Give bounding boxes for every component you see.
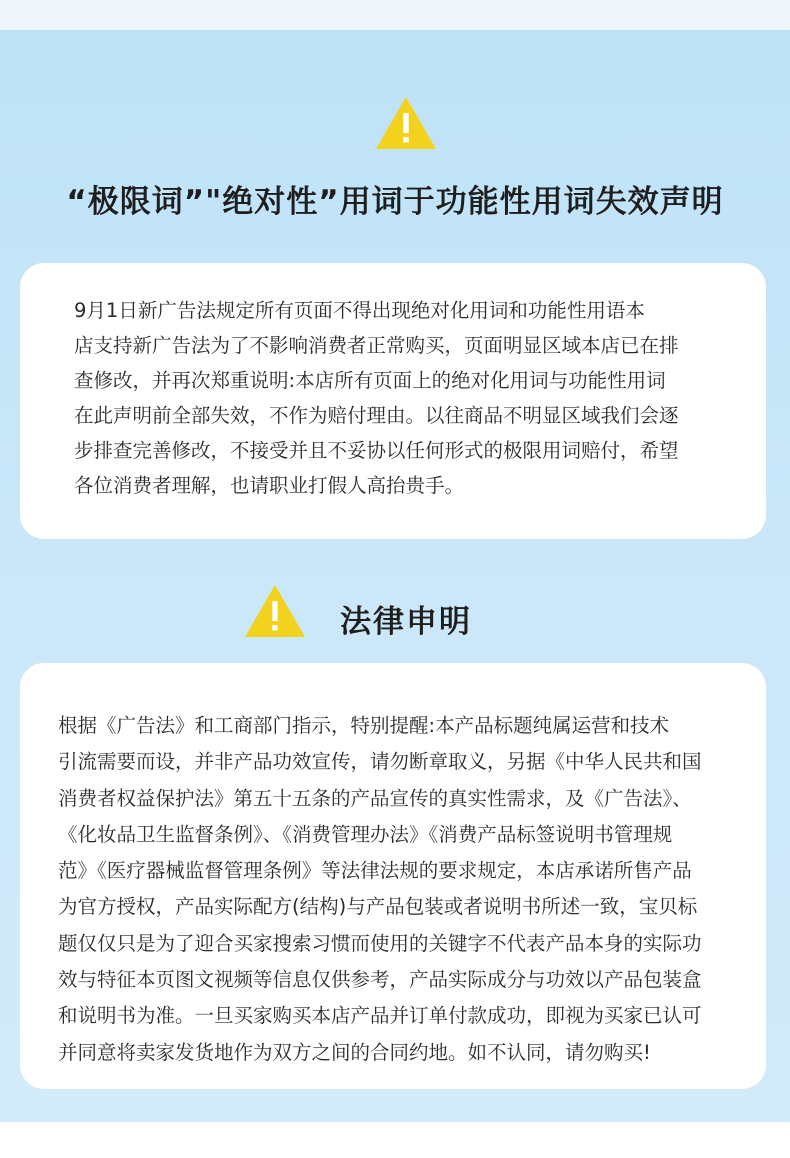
legal-line: 题仅仅只是为了迎合买家搜索习惯而使用的关键字不代表产品本身的实际功 — [58, 931, 702, 955]
legal-line: 引流需要而设，并非产品功效宣传，请勿断章取义，另据《中华人民共和国 — [58, 750, 702, 774]
disclaimer-line: 查修改，并再次郑重说明:本店所有页面上的绝对化用词与功能性用词 — [74, 369, 666, 392]
legal-line: 消费者权益保护法》第五十五条的产品宣传的真实性需求，及《广告法》、 — [58, 786, 692, 810]
legal-text — [58, 708, 702, 1071]
disclaimer-line: 各位消费者理解，也请职业打假人高抬贵手。 — [74, 474, 465, 497]
legal-line: 《化妆品卫生监督条例》、《消费管理办法》《消费产品标签说明书管理规 — [58, 822, 673, 846]
legal-title: 法律申明 — [340, 604, 472, 640]
warning-triangle-icon — [376, 97, 436, 149]
disclaimer-title: “极限词”"绝对性”用词于功能性用词失效声明 — [66, 184, 724, 220]
disclaimer-line: 9月1日新广告法规定所有页面不得出现绝对化用词和功能性用语本 — [74, 299, 645, 322]
legal-line: 和说明书为准。一旦买家购买本店产品并订单付款成功，即视为买家已认可 — [58, 1004, 702, 1028]
disclaimer-card — [20, 263, 766, 539]
legal-line: 为官方授权，产品实际配方(结构)与产品包装或者说明书所述一致，宝贝标 — [58, 895, 698, 919]
legal-line: 根据《广告法》和工商部门指示，特别提醒:本产品标题纯属运营和技术 — [58, 714, 670, 737]
disclaimer-text — [74, 293, 679, 503]
disclaimer-line: 步排查完善修改，不接受并且不妥协以任何形式的极限用词赔付，希望 — [74, 439, 679, 462]
legal-line: 效与特征本页图文视频等信息仅供参考，产品实际成分与功效以产品包装盒 — [58, 968, 702, 992]
bottom-strip — [0, 1122, 790, 1158]
legal-card — [20, 663, 766, 1089]
disclaimer-line: 在此声明前全部失效，不作为赔付理由。以往商品不明显区域我们会逐 — [74, 404, 679, 427]
legal-line: 并同意将卖家发货地作为双方之间的合同约地。如不认同，请勿购买! — [58, 1040, 651, 1064]
legal-line: 范》《医疗器械监督管理条例》等法律法规的要求规定，本店承诺所售产品 — [58, 859, 692, 883]
disclaimer-line: 店支持新广告法为了不影响消费者正常购买，页面明显区域本店已在排 — [74, 334, 679, 357]
warning-triangle-icon — [245, 585, 305, 637]
top-strip — [0, 0, 790, 30]
